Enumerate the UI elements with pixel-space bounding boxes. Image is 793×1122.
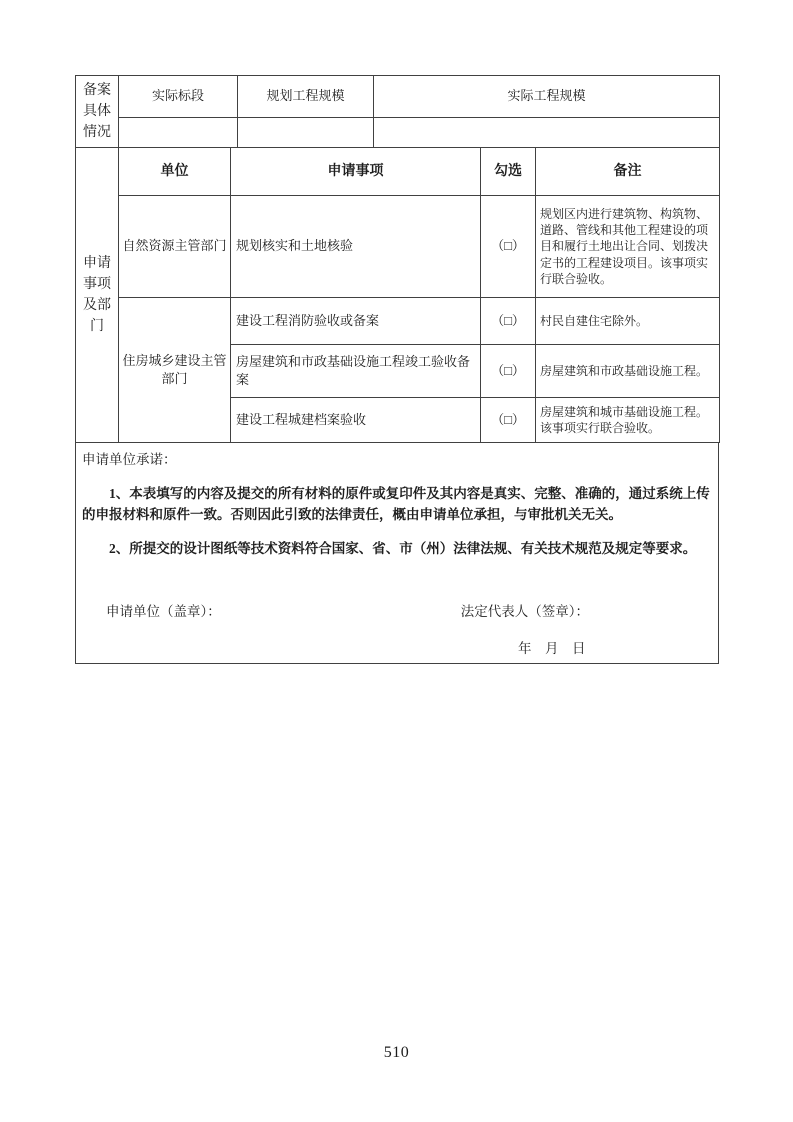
note-fire-acceptance: 村民自建住宅除外。 — [536, 298, 720, 345]
commitment-title: 申请单位承诺： — [82, 452, 177, 467]
page-number: 510 — [383, 1044, 410, 1061]
application-section-label: 申请事项及部门 — [76, 148, 119, 443]
filing-header-actual-scale: 实际工程规模 — [374, 76, 720, 118]
application-form — [75, 75, 719, 664]
table-row — [76, 298, 720, 345]
applicant-seal-label: 申请单位（盖章）： — [106, 603, 221, 619]
checkbox-archives-acceptance[interactable]: （□） — [481, 398, 536, 443]
table-row — [76, 196, 720, 298]
filing-value-actual-section — [119, 118, 238, 148]
filing-section-table — [75, 75, 720, 148]
note-completion-acceptance-filing: 房屋建筑和市政基础设施工程。 — [536, 345, 720, 398]
filing-value-planned-scale — [238, 118, 374, 148]
commitment-clause-2: 2、所提交的设计图纸等技术资料符合国家、省、市（州）法律法规、有关技术规范及规定等要求。 — [109, 540, 697, 556]
col-header-check: 勾选 — [481, 148, 536, 196]
col-header-note: 备注 — [536, 148, 720, 196]
signature-row — [82, 602, 710, 623]
checkbox-completion-acceptance-filing[interactable]: （□） — [481, 345, 536, 398]
filing-value-actual-scale — [374, 118, 720, 148]
commitment-section — [75, 442, 719, 664]
filing-header-planned-scale: 规划工程规模 — [238, 76, 374, 118]
unit-housing-urban-rural-construction: 住房城乡建设主管部门 — [119, 298, 231, 443]
item-completion-acceptance-filing: 房屋建筑和市政基础设施工程竣工验收备案 — [231, 345, 481, 398]
filing-section-label: 备案具体情况 — [76, 76, 119, 148]
filing-header-actual-section: 实际标段 — [119, 76, 238, 118]
checkbox-planning-land-verification[interactable]: （□） — [481, 196, 536, 298]
item-planning-land-verification: 规划核实和土地核验 — [231, 196, 481, 298]
application-section-table — [75, 147, 720, 443]
checkbox-fire-acceptance[interactable]: （□） — [481, 298, 536, 345]
col-header-item: 申请事项 — [231, 148, 481, 196]
date-line: 年 月 日 — [518, 640, 586, 656]
representative-seal-label: 法定代表人（签章）： — [460, 603, 589, 619]
item-archives-acceptance: 建设工程城建档案验收 — [231, 398, 481, 443]
unit-natural-resources: 自然资源主管部门 — [119, 196, 231, 298]
note-archives-acceptance: 房屋建筑和城市基础设施工程。该事项实行联合验收。 — [536, 398, 720, 443]
note-planning-land-verification: 规划区内进行建筑物、构筑物、道路、管线和其他工程建设的项目和履行土地出让合同、划拨决定书的工程建设项目。该事项实行联合验收。 — [536, 196, 720, 298]
commitment-clause-1: 1、本表填写的内容及提交的所有材料的原件或复印件及其内容是真实、完整、准确的，通过系统上传的申报材料和原件一致。否则因此引致的法律责任，概由申请单位承担，与审批机关无关。 — [82, 485, 710, 522]
col-header-unit: 单位 — [119, 148, 231, 196]
item-fire-acceptance: 建设工程消防验收或备案 — [231, 298, 481, 345]
